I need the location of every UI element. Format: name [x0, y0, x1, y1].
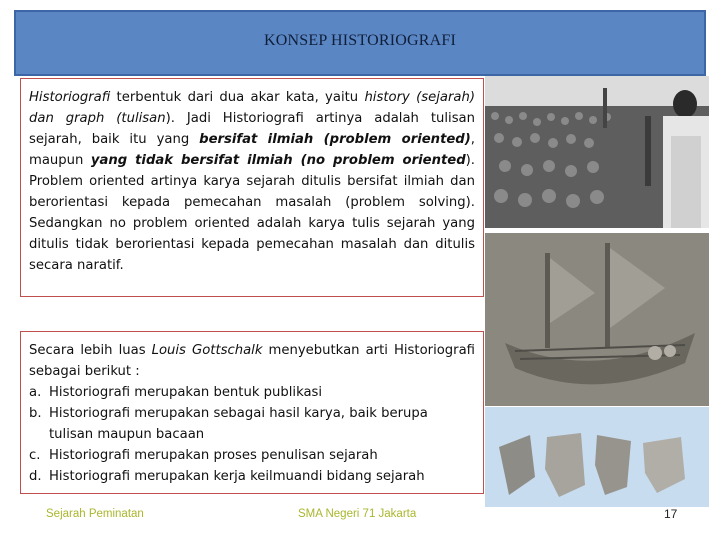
intro-post: menyebutkan arti Historiografi sebagai berikut : — [29, 343, 475, 379]
intro-pre: Secara lebih luas — [29, 343, 152, 358]
photo-ship-relief — [485, 233, 709, 406]
page-number: 17 — [664, 507, 678, 521]
list-item — [29, 466, 475, 487]
list-text: Historiografi merupakan bentuk publikasi — [49, 385, 323, 400]
list-text: Historiografi merupakan sebagai hasil karya, baik berupa tulisan maupun bacaan — [49, 406, 428, 442]
list-item — [29, 403, 475, 445]
list-text: Historiografi merupakan kerja keilmuandi bidang sejarah — [49, 469, 425, 484]
definition-text — [29, 90, 475, 273]
definition-panel — [20, 78, 484, 297]
historiography-list — [29, 382, 475, 487]
list-item — [29, 382, 475, 403]
text-run: bersifat ilmiah (problem oriented) — [199, 132, 471, 147]
footer-school: SMA Negeri 71 Jakarta — [298, 508, 417, 520]
title-bar — [14, 10, 706, 76]
list-label: a. — [29, 385, 42, 400]
text-run: Historiografi — [29, 90, 111, 105]
text-run: history (sejarah) dan graph (tulisan — [29, 90, 475, 126]
photo-rally-crowd — [485, 76, 709, 228]
list-label: c. — [29, 448, 41, 463]
list-label: d. — [29, 469, 42, 484]
list-text: Historiografi merupakan proses penulisan sejarah — [49, 448, 378, 463]
gottschalk-panel — [20, 331, 484, 494]
rally-crowd-illustration — [485, 76, 709, 228]
slide-title: KONSEP HISTORIOGRAFI — [263, 32, 457, 49]
list-label: b. — [29, 406, 42, 421]
list-item — [29, 445, 475, 466]
footer-subject: Sejarah Peminatan — [46, 508, 144, 520]
text-run: terbentuk dari dua akar kata, yaitu — [110, 90, 365, 105]
stone-tools-illustration — [485, 407, 709, 507]
text-run: yang tidak bersifat ilmiah (no problem oriented — [90, 153, 466, 168]
gottschalk-intro — [29, 340, 475, 382]
ship-relief-illustration — [485, 233, 709, 406]
text-run: ). Jadi Historiografi artinya adalah tulisan sejarah, baik itu yang — [29, 111, 475, 147]
text-run: , maupun — [29, 132, 475, 168]
author-name: Louis Gottschalk — [151, 343, 263, 358]
photo-stone-tools — [485, 407, 709, 507]
text-run: ). Problem oriented artinya karya sejarah ditulis bersifat ilmiah dan berorientasi kepada pemecahan masalah (problem solving). Sedangkan no problem oriented adalah karya tulis sejarah yang ditulis tidak berorientasi kepada pemecahan masalah dan ditulis secara naratif. — [29, 153, 475, 273]
